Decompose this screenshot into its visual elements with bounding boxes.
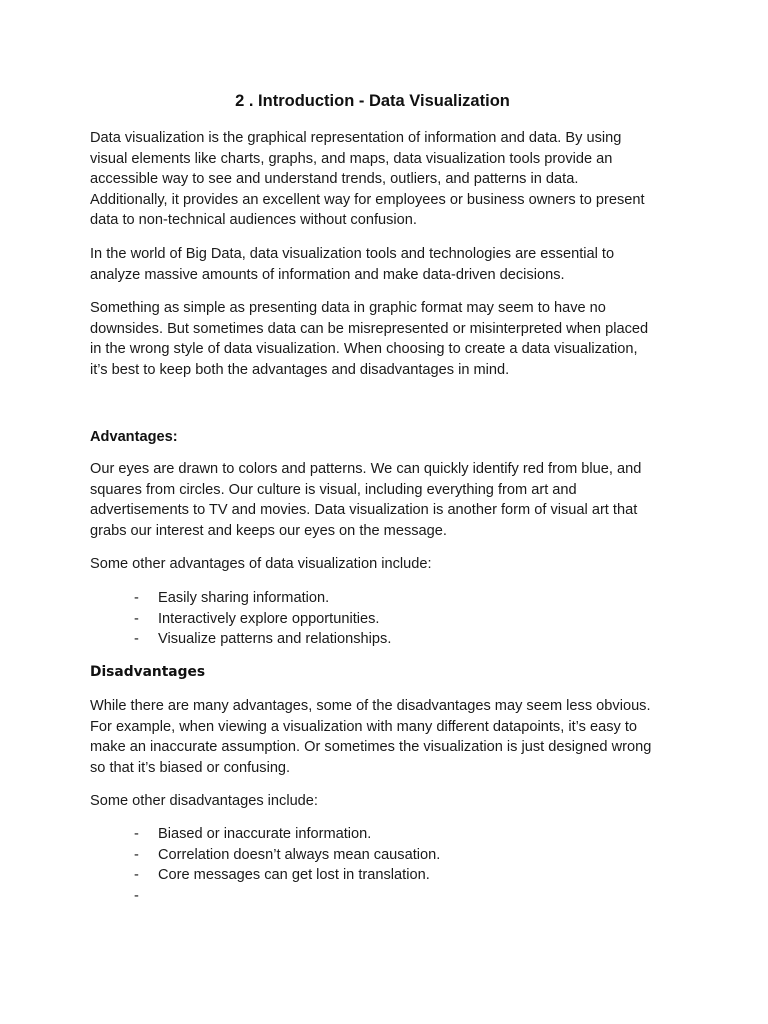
line: visual elements like charts, graphs, and maps, data visualization tools provide an: [90, 150, 613, 167]
line: In the world of Big Data, data visualization tools and technologies are essential to: [90, 246, 615, 262]
advantages-heading: Advantages:: [90, 429, 178, 445]
disadvantages-paragraph-1: [90, 696, 680, 778]
page-title: 2 . Introduction - Data Visualization: [235, 92, 510, 110]
advantages-paragraph-2: Some other advantages of data visualization include:: [90, 556, 432, 572]
line: Additionally, it provides an excellent way for employees or business owners to present: [90, 191, 645, 208]
line: While there are many advantages, some of the disadvantages may seem less obvious.: [90, 698, 651, 714]
bullet-dash: -: [134, 826, 139, 842]
line: analyze massive amounts of information and make data-driven decisions.: [90, 266, 565, 283]
list-item-text: Biased or inaccurate information.: [158, 826, 372, 842]
line: Something as simple as presenting data in graphic format may seem to have no: [90, 300, 606, 316]
line: downsides. But sometimes data can be misrepresented or misinterpreted when placed: [90, 320, 649, 337]
list-item-text: Visualize patterns and relationships.: [158, 631, 392, 648]
intro-paragraph-2: [90, 244, 680, 285]
list-item: [90, 629, 391, 650]
line: Our eyes are drawn to colors and patterns. We can quickly identify red from blue, and: [90, 461, 642, 477]
bullet-dash: -: [134, 887, 139, 904]
bullet-dash: -: [134, 610, 139, 627]
line: advertisements to TV and movies. Data visualization is another form of visual art that: [90, 502, 638, 519]
list-item: [90, 886, 440, 907]
bullet-dash: -: [134, 867, 139, 884]
list-item: [90, 609, 391, 630]
list-item: [90, 588, 391, 609]
disadvantages-paragraph-2: Some other disadvantages include:: [90, 793, 318, 809]
line: in the wrong style of data visualization. When choosing to create a data visualization,: [90, 341, 638, 358]
intro-paragraph-3: [90, 298, 680, 380]
line: it’s best to keep both the advantages and disadvantages in mind.: [90, 361, 510, 378]
list-item: [90, 845, 440, 866]
disadvantages-heading: Disadvantages: [90, 664, 206, 680]
advantages-list: [90, 588, 391, 650]
list-item-text: Core messages can get lost in translation.: [158, 867, 430, 884]
list-item-text: Interactively explore opportunities.: [158, 610, 380, 627]
line: grabs our interest and keeps our eyes on the message.: [90, 522, 447, 539]
intro-paragraph-1: [90, 128, 680, 231]
bullet-dash: -: [134, 846, 139, 863]
line: so that it’s biased or confusing.: [90, 759, 291, 776]
list-item-text: Correlation doesn’t always mean causation.: [158, 846, 441, 863]
line: squares from circles. Our culture is visual, including everything from art and: [90, 481, 577, 498]
line: data to non-technical audiences without confusion.: [90, 212, 417, 229]
disadvantages-list: [90, 824, 440, 906]
line: accessible way to see and understand trends, outliers, and patterns in data.: [90, 171, 579, 188]
list-item: [90, 865, 440, 886]
list-item: [90, 824, 440, 845]
bullet-dash: -: [134, 631, 139, 648]
advantages-paragraph-1: [90, 459, 680, 541]
list-item-text: Easily sharing information.: [158, 590, 330, 606]
line: For example, when viewing a visualization with many different datapoints, it’s easy to: [90, 718, 638, 735]
line: Data visualization is the graphical representation of information and data. By using: [90, 130, 622, 146]
bullet-dash: -: [134, 590, 139, 606]
line: make an inaccurate assumption. Or sometimes the visualization is just designed wrong: [90, 739, 652, 756]
